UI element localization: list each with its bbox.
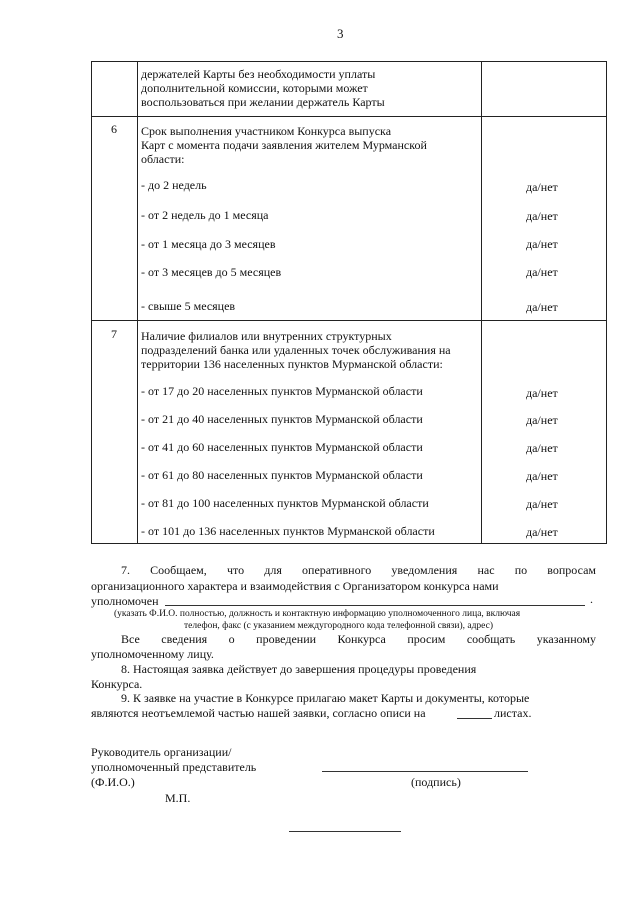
word: указанному (536, 632, 596, 646)
note-line: (указать Ф.И.О. полностью, должность и контактную информацию уполномоченного лица, включая (114, 609, 521, 619)
row-heading: Срок выполнения участником Конкурса выпуска (141, 124, 392, 138)
signer-title: Руководитель организации/ (91, 745, 232, 759)
fill-in-line (165, 605, 585, 606)
signer-title: уполномоченный представитель (91, 760, 257, 774)
row-heading: Наличие филиалов или внутренних структурных (141, 329, 392, 343)
row-number: 7 (111, 327, 117, 341)
row-heading: подразделений банка или удаленных точек обслуживания на (141, 343, 451, 357)
option-value: да/нет (526, 441, 558, 455)
note-line: телефон, факс (с указанием междугородного кода телефонной связи), адрес) (184, 621, 494, 631)
word: уведомления (391, 563, 458, 577)
option-value: да/нет (526, 497, 558, 511)
row-number: 6 (111, 122, 117, 136)
word: сведения (161, 632, 208, 646)
word: для (264, 563, 282, 577)
word: 7. (121, 563, 130, 577)
word: оперативного (302, 563, 372, 577)
bottom-rule (289, 831, 401, 832)
fill-in-line (457, 718, 492, 719)
text-line: организационного характера и взаимодействия с Организатором конкурса нами (91, 579, 499, 593)
text-line: листах. (494, 706, 532, 720)
option-label: - от 21 до 40 населенных пунктов Мурманской области (141, 412, 423, 426)
justified-line (121, 563, 596, 577)
word: проведении (256, 632, 317, 646)
option-value: да/нет (526, 180, 558, 194)
row-heading: территории 136 населенных пунктов Мурманской области: (141, 357, 443, 371)
option-value: да/нет (526, 265, 558, 279)
word: Конкурса (337, 632, 386, 646)
justified-line (121, 632, 596, 646)
row-heading: Карт с момента подачи заявления жителем Мурманской (141, 138, 427, 152)
text-line: уполномочен (91, 594, 159, 608)
text-line: являются неотъемлемой частью нашей заявки, согласно описи на (91, 706, 426, 720)
option-value: да/нет (526, 237, 558, 251)
signature-label: (подпись) (411, 775, 461, 789)
word: что (226, 563, 245, 577)
page-number: 3 (337, 26, 344, 41)
text-line: . (590, 592, 593, 606)
option-value: да/нет (526, 300, 558, 314)
option-label: - от 3 месяцев до 5 месяцев (141, 265, 282, 279)
option-label: - от 101 до 136 населенных пунктов Мурманской области (141, 524, 435, 538)
cell-text: воспользоваться при желании держатель Карты (141, 95, 385, 109)
word: Сообщаем, (150, 563, 207, 577)
option-value: да/нет (526, 386, 558, 400)
option-value: да/нет (526, 413, 558, 427)
option-label: - от 1 месяца до 3 месяцев (141, 237, 276, 251)
word: просим (407, 632, 446, 646)
option-label: - от 2 недель до 1 месяца (141, 208, 269, 222)
word: по (514, 563, 528, 577)
word: о (228, 632, 235, 646)
row-heading: области: (141, 152, 185, 166)
option-label: - от 41 до 60 населенных пунктов Мурманской области (141, 440, 423, 454)
option-value: да/нет (526, 469, 558, 483)
option-value: да/нет (526, 209, 558, 223)
signature-line (322, 771, 528, 772)
text-line: уполномоченному лицу. (91, 647, 214, 661)
word: сообщать (466, 632, 516, 646)
word: нас (477, 563, 495, 577)
option-label: - свыше 5 месяцев (141, 299, 236, 313)
text-line: 9. К заявке на участие в Конкурсе прилагаю макет Карты и документы, которые (121, 691, 530, 705)
option-value: да/нет (526, 525, 558, 539)
text-line: 8. Настоящая заявка действует до завершения процедуры проведения (121, 662, 477, 676)
cell-text: держателей Карты без необходимости уплаты (141, 67, 376, 81)
stamp-label: М.П. (165, 791, 191, 805)
option-label: - до 2 недель (141, 178, 207, 192)
text-line: Конкурса. (91, 677, 143, 691)
option-label: - от 17 до 20 населенных пунктов Мурманской области (141, 384, 423, 398)
word: Все (121, 632, 140, 646)
cell-text: дополнительной комиссии, которыми может (141, 81, 368, 95)
option-label: - от 61 до 80 населенных пунктов Мурманской области (141, 468, 423, 482)
signer-name-label: (Ф.И.О.) (91, 775, 135, 789)
option-label: - от 81 до 100 населенных пунктов Мурманской области (141, 496, 429, 510)
word: вопросам (547, 563, 596, 577)
